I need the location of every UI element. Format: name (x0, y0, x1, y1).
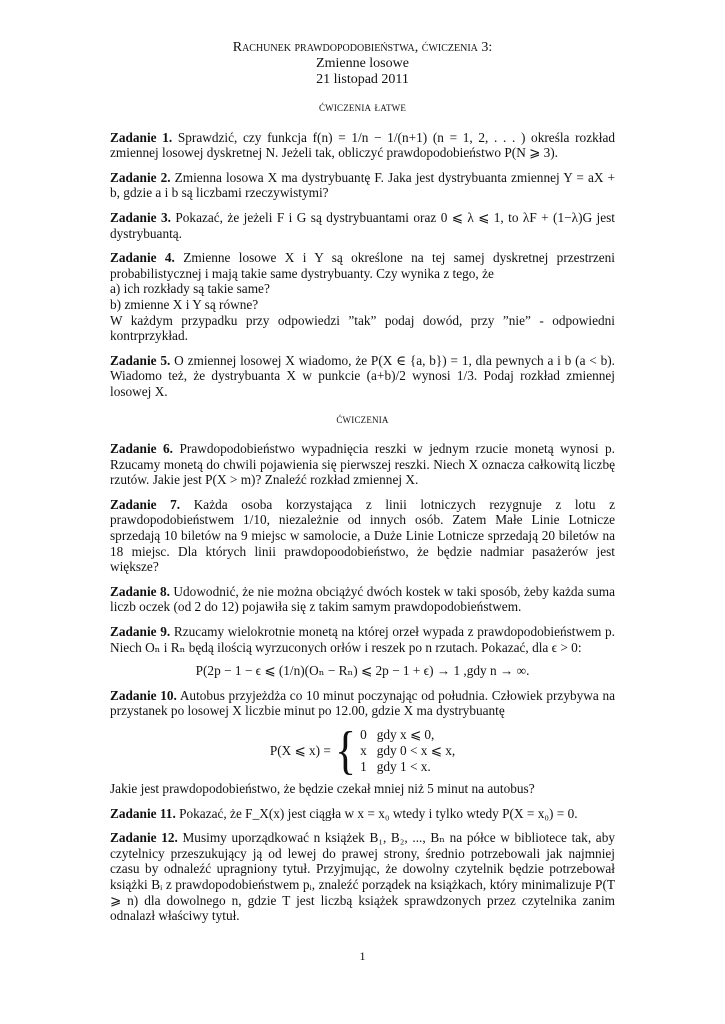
task-text: Udowodnić, że nie można obciążyć dwóch kostek w taki sposób, żeby każda suma liczb oczek (od 2 do 12) pojawiła się z takim samym prawdopodobieństwem. (110, 583, 615, 615)
task-text: Zmienna losowa X ma dystrybuantę F. Jaka jest dystrybuanta zmiennej Y = aX + b, gdzie a i b są liczbami rzeczywistymi? (110, 169, 615, 201)
task-label: Zadanie 7. (110, 496, 181, 512)
task-subline: b) zmienne X i Y są równe? (110, 296, 259, 312)
task-5 (110, 353, 615, 400)
section-heading-regular: ćwiczenia (336, 411, 389, 426)
task-1 (110, 130, 615, 161)
task-subline: W każdym przypadku przy odpowiedzi ”tak” podaj dowód, przy ”nie” - odpowiedni kontrprzykład. (110, 312, 615, 344)
document-subtitle: Zmienne losowe (316, 56, 409, 71)
cases-rows (360, 727, 455, 775)
task-text: Autobus przyjeżdża co 10 minut poczynając od południa. Człowiek przybywa na przystanek po losowej X liczbie minut po 12.00, gdzie X ma dystrybuantę (110, 687, 616, 719)
task-label: Zadanie 10. (110, 687, 177, 703)
page-number: 1 (359, 949, 366, 963)
task-4 (110, 250, 615, 344)
task-label: Zadanie 3. (110, 209, 171, 225)
task-9 (110, 624, 615, 679)
case-row (360, 743, 455, 759)
task-2 (110, 170, 615, 201)
task-label: Zadanie 1. (110, 129, 173, 145)
case-condition: gdy x ⩽ 0, (376, 727, 435, 742)
task-6 (110, 441, 615, 488)
task-text: Sprawdzić, czy funkcja f(n) = 1/n − 1/(n+1) (n = 1, 2, . . . ) określa rozkład zmiennej losowej dyskretnej N. Jeżeli tak, obliczyć prawdopodobieństwo P(N ⩾ 3). (110, 129, 615, 161)
task-text: Każda osoba korzystająca z linii lotniczych rezygnuje z lotu z prawdopodobieństwem 1/10, niezależnie od innych osób. Zatem Małe Linie Lotnicze sprzedają 10 biletów na 9 miejsc w samolocie, a Duże Linie Lotnicze sprzedają 20 biletów na 18 miejsc. Dla których linii prawdopoodobieństwo, że będzie nadmiar pasażerów jest większe? (110, 496, 615, 575)
task-followup: Jakie jest prawdopodobieństwo, że będzie czekał mniej niż 5 minut na autobus? (110, 781, 535, 796)
document-date: 21 listopad 2011 (316, 72, 409, 87)
brace-symbol: { (334, 721, 357, 780)
task-label: Zadanie 6. (110, 441, 174, 457)
case-row (360, 759, 455, 775)
piecewise-definition (110, 721, 615, 780)
task-label: Zadanie 2. (110, 169, 171, 185)
task-11 (110, 806, 615, 822)
task-text: Musimy uporządkować n książek B₁, B₂, ..., Bₙ na półce w bibliotece tak, aby czytelnicy przeszukujący ją od lewej do prawej strony, średnio potrzebowali jak najmniej czasu by odnaleźć upragniony tytuł. Przyjmując, że dowolny czytelnik będzie potrzebował książki Bᵢ z prawdopodobieństwem pᵢ, znaleźć porządek na książkach, który minimalizuje P(T ⩾ n) dla dowolnego n, gdzie T jest liczbą książek sprawdzonych przez czytelnika zanim odnalazł właściwy tytuł. (110, 830, 615, 924)
task-text: Pokazać, że F_X(x) jest ciągła w x = x₀ wtedy i tylko wtedy P(X = x₀) = 0. (179, 805, 578, 821)
task-text: Zmienne losowe X i Y są określone na tej samej dyskretnej przestrzeni probabilistycznej i mają takie same dystrybuanty. Czy wynika z tego, że (110, 250, 616, 281)
case-condition: gdy 0 < x ⩽ x, (376, 743, 456, 758)
task-label: Zadanie 12. (110, 830, 178, 846)
task-subline: a) ich rozkłady są takie same? (110, 281, 270, 297)
case-row (360, 727, 455, 743)
task-text: Prawdopodobieństwo wypadnięcia reszki w jednym rzucie monetą wynosi p. Rzucamy monetą do chwili pojawienia się pierwszej reszki. Niech X oznacza całkowitą liczbę rzutów. Jakie jest P(X > m)? Znaleźć rozkład zmiennej X. (110, 441, 615, 488)
document-header (0, 40, 725, 88)
task-8 (110, 584, 615, 615)
case-value: 1 (360, 759, 367, 774)
task-12 (110, 830, 615, 924)
task-7 (110, 497, 615, 575)
task-3 (110, 210, 615, 241)
task-label: Zadanie 9. (110, 624, 171, 640)
task-text: Rzucamy wielokrotnie monetą na której orzeł wypada z prawdopodobieństwem p. Niech Oₙ i Rₙ będą ilością wyrzuconych orłów i reszek po n rzutach. Pokazać, dla ϵ > 0: (110, 624, 615, 655)
task-label: Zadanie 4. (110, 250, 175, 266)
task-label: Zadanie 11. (110, 805, 176, 821)
task-text: Pokazać, że jeżeli F i G są dystrybuantami oraz 0 ⩽ λ ⩽ 1, to λF + (1−λ)G jest dystrybuantą. (110, 209, 615, 241)
piecewise-lhs: P(X ⩽ x) = (269, 743, 331, 759)
task-10 (110, 688, 615, 797)
case-value: 0 (360, 727, 367, 742)
task-text: O zmiennej losowej X wiadomo, że P(X ∈ {a, b}) = 1, dla pewnych a i b (a < b). Wiadomo też, że dystrybuanta X w punkcie (a+b)/2 wynosi 1/3. Podaj rozkład zmiennej losowej X. (110, 352, 615, 399)
case-value: x (360, 743, 367, 758)
section-heading-easy: ćwiczenia łatwe (318, 100, 407, 114)
display-equation: P(2p − 1 − ϵ ⩽ (1/n)(Oₙ − Rₙ) ⩽ 2p − 1 + ϵ) → 1 ,gdy n → ∞. (195, 663, 530, 679)
task-label: Zadanie 5. (110, 352, 171, 368)
case-condition: gdy 1 < x. (376, 759, 431, 774)
document-title: Rachunek prawdopodobieństwa, ćwiczenia 3: (232, 40, 493, 55)
task-label: Zadanie 8. (110, 583, 170, 599)
document-body (110, 100, 615, 933)
